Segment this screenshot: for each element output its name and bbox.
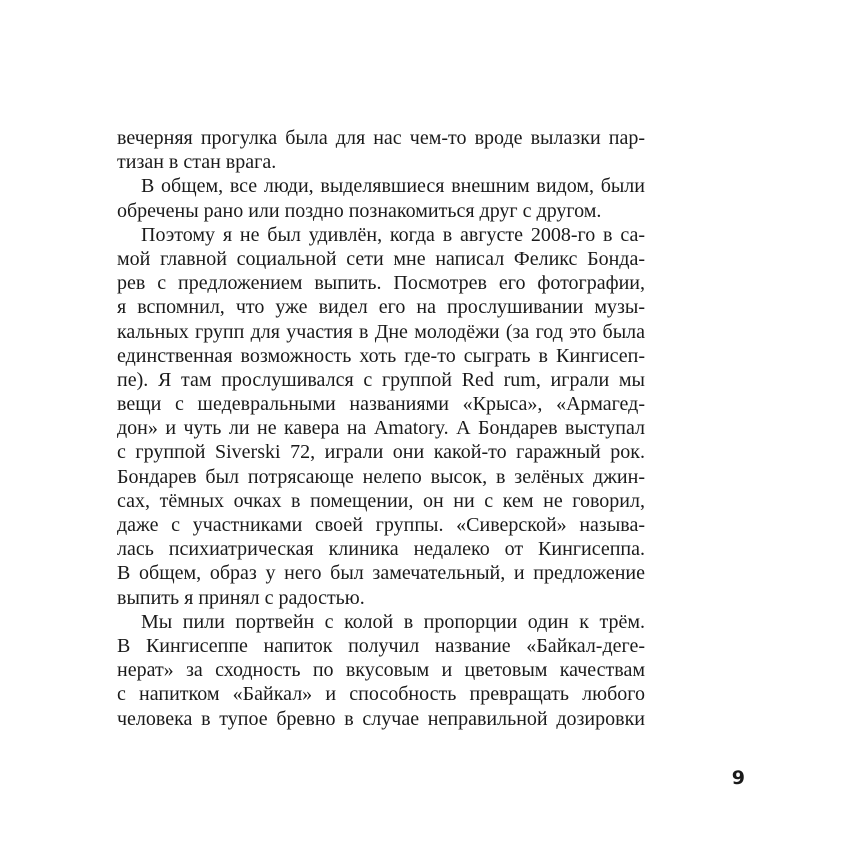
text-line: с группой Siverski 72, играли они какой-то гаражный рок.: [117, 441, 645, 464]
text-line: Поэтому я не был удивлён, когда в августе 2008-го в са-: [141, 223, 645, 246]
text-line: обречены рано или поздно познакомиться друг с другом.: [117, 199, 602, 222]
page-number: 9: [731, 767, 745, 789]
text-line: кальных групп для участия в Дне молодёжи (за год это была: [117, 320, 645, 343]
text-line: Бондарев был потрясающе нелепо высок, в зелёных джин-: [117, 465, 645, 488]
text-line: выпить я принял с радостью.: [117, 586, 365, 609]
text-line: нерат» за сходность по вкусовым и цветовым качествам: [117, 659, 645, 682]
text-line: тизан в стан врага.: [117, 151, 277, 174]
text-line: В общем, образ у него был замечательный, и предложение: [117, 562, 645, 585]
text-line: В Кингисеппе напиток получил название «Байкал-деге-: [117, 634, 645, 657]
body-text: [117, 126, 645, 731]
text-line: единственная возможность хоть где-то сыграть в Кингисеп-: [117, 344, 645, 367]
text-line: вещи с шедевральными названиями «Крыса», «Армагед-: [117, 393, 645, 416]
text-line: рев с предложением выпить. Посмотрев его фотографии,: [117, 272, 645, 295]
text-line: вечерняя прогулка была для нас чем-то вроде вылазки пар-: [117, 127, 645, 149]
text-line: даже с участниками своей группы. «Сиверской» называ-: [117, 514, 645, 536]
text-line: с напитком «Байкал» и способность превращать любого: [117, 683, 645, 706]
text-line: я вспомнил, что уже видел его на прослушивании музы-: [117, 296, 645, 319]
text-line: дон» и чуть ли не кавера на Amatory. А Бондарев выступал: [117, 417, 645, 440]
text-line: пе). Я там прослушивался с группой Red rum, играли мы: [117, 368, 645, 391]
text-line: лась психиатрическая клиника недалеко от Кингисеппа.: [117, 538, 645, 561]
text-line: сах, тёмных очках в помещении, он ни с кем не говорил,: [117, 489, 645, 512]
text-line: мой главной социальной сети мне написал Феликс Бонда-: [117, 247, 645, 270]
text-line: человека в тупое бревно в случае неправильной дозировки: [117, 707, 645, 730]
text-line: Мы пили портвейн с колой в пропорции один к трём.: [141, 610, 645, 633]
text-line: В общем, все люди, выделявшиеся внешним видом, были: [141, 175, 645, 198]
